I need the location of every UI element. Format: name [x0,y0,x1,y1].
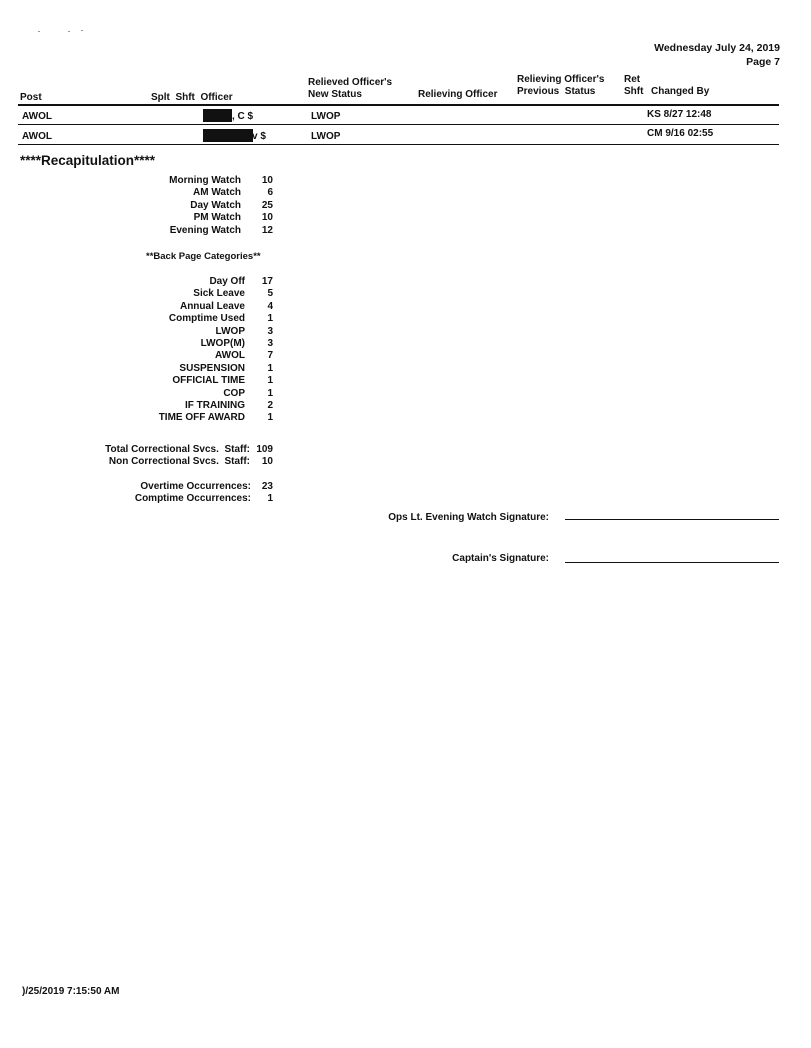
recap-value: 6 [267,187,273,199]
category-label: TIME OFF AWARD [158,412,245,424]
col-relieving-prev-1: Relieving Officer's [517,74,605,85]
row-officer: , C $ [232,111,254,122]
category-value: 3 [267,338,273,349]
back-page-title: **Back Page Categories** [146,251,261,262]
scan-speck [81,30,83,31]
page-number: Page 7 [746,56,780,68]
row-rule [18,144,779,145]
scan-speck [68,31,70,32]
scan-speck [38,31,40,32]
recap-label: PM Watch [193,212,241,224]
row-changed-by: KS 8/27 12:48 [647,109,712,120]
occurrence-label: Comptime Occurrences: [134,493,251,505]
occurrence-value: 23 [261,481,273,492]
col-changed-by: Changed By [651,86,710,97]
recap-value: 10 [261,212,273,224]
recap-value: 25 [261,199,273,211]
occurrence-value: 1 [267,493,273,505]
staff-label: Total Correctional Svcs. Staff: [105,444,250,455]
staff-value: 109 [256,444,273,455]
category-label: LWOP [215,325,245,337]
category-label: AWOL [215,350,245,362]
category-value: 1 [267,313,273,325]
category-label: Sick Leave [193,288,245,300]
row-new-status: LWOP [311,131,341,142]
recap-value: 10 [261,175,273,186]
col-ret: Ret [624,74,641,85]
captain-signature-line [565,562,779,563]
staff-value: 10 [261,456,273,468]
row-post: AWOL [22,131,52,142]
redaction-bar [203,109,232,122]
category-value: 17 [261,276,273,287]
category-label: Annual Leave [179,300,245,312]
category-value: 7 [267,350,273,362]
category-label: COP [223,387,245,399]
recap-label: AM Watch [193,187,241,199]
print-timestamp: )/25/2019 7:15:50 AM [22,986,120,997]
captain-signature-label: Captain's Signature: [452,553,549,564]
category-value: 2 [267,400,273,411]
report-date: Wednesday July 24, 2019 [654,42,780,54]
col-relieving-prev-2: Previous Status [517,86,596,97]
row-new-status: LWOP [311,111,341,122]
recap-label: Morning Watch [169,175,241,186]
ops-lt-signature-line [565,519,779,520]
row-rule [18,124,779,125]
recap-value: 12 [261,224,273,236]
col-relieving-officer: Relieving Officer [418,89,498,100]
col-relieved-status-1: Relieved Officer's [308,77,393,88]
category-value: 1 [267,387,273,399]
category-value: 1 [267,375,273,387]
col-relieved-status-2: New Status [308,89,362,100]
redaction-bar [203,129,253,142]
category-value: 1 [267,362,273,374]
category-label: LWOP(M) [200,338,245,349]
recap-label: Evening Watch [169,224,241,236]
row-officer: v $ [252,131,266,142]
category-label: SUSPENSION [179,362,245,374]
category-label: Day Off [209,276,245,287]
category-label: OFFICIAL TIME [172,375,245,387]
header-rule [18,104,779,106]
col-shft: Shft [624,86,644,97]
category-value: 5 [267,288,273,300]
category-value: 3 [267,325,273,337]
recap-label: Day Watch [190,199,241,211]
row-changed-by: CM 9/16 02:55 [647,128,714,139]
occurrence-label: Overtime Occurrences: [140,481,251,492]
category-label: Comptime Used [168,313,245,325]
category-value: 1 [267,412,273,424]
staff-label: Non Correctional Svcs. Staff: [108,456,250,468]
ops-lt-signature-label: Ops Lt. Evening Watch Signature: [388,512,549,523]
row-post: AWOL [22,111,52,122]
category-value: 4 [267,300,273,312]
col-post: Post [20,92,42,103]
category-label: IF TRAINING [185,400,245,411]
col-splt-shft-officer: Splt Shft Officer [151,92,233,103]
recap-title: ****Recapitulation**** [20,153,156,168]
